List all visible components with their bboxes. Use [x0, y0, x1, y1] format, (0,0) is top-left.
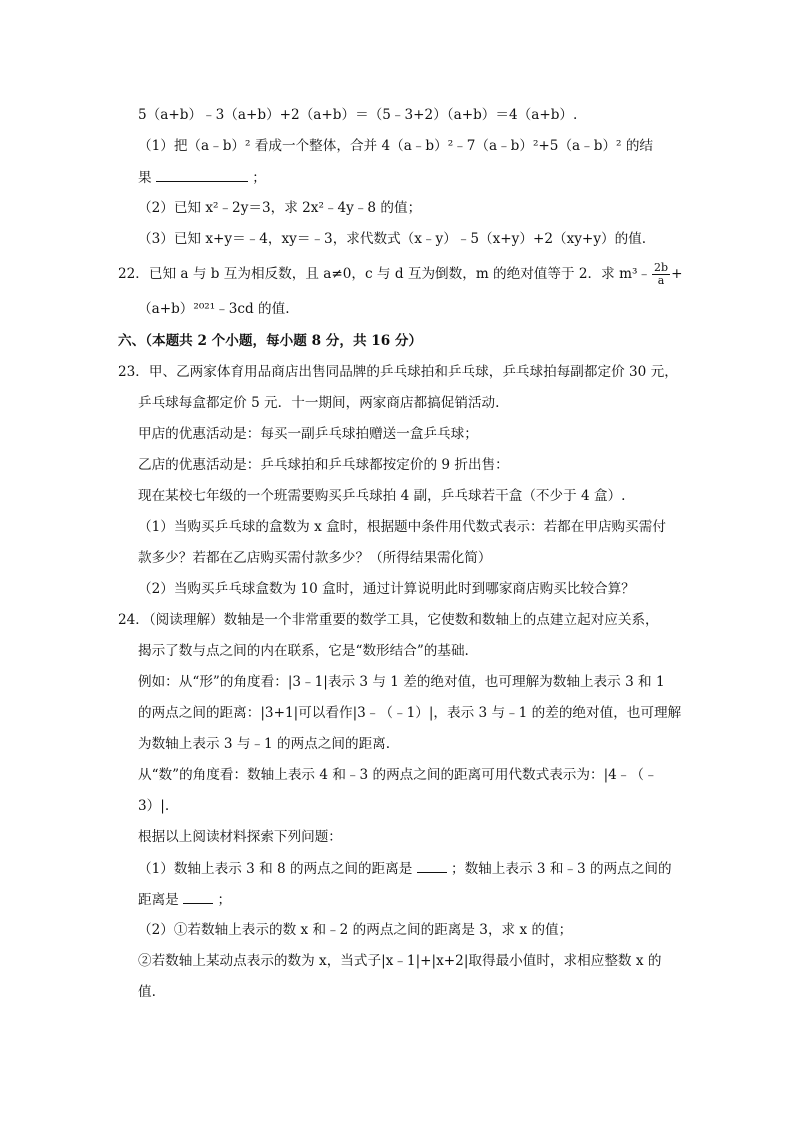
text-line: （1）数轴上表示 3 和 8 的两点之间的距离是 ；数轴上表示 3 和﹣3 的两点之间的: [138, 858, 698, 879]
text-line: 现在某校七年级的一个班需要购买乒乓球拍 4 副，乒乓球若干盒（不少于 4 盒）.: [138, 488, 626, 504]
text-line: 值.: [138, 984, 156, 1000]
text-line: 款多少？若都在乙店购买需付款多少？（所得结果需化简）: [138, 550, 492, 566]
text-line: 根据以上阅读材料探索下列问题：: [138, 829, 342, 845]
text-line: 例如：从“形”的角度看：|3﹣1|表示 3 与 1 差的绝对值，也可理解为数轴上表示 3 和 1: [138, 674, 665, 690]
text-line: ②若数轴上某动点表示的数为 x，当式子|x﹣1|+|x+2|取得最小值时，求相应整数 x 的: [138, 953, 662, 969]
question-24: 24．（阅读理解）数轴是一个非常重要的数学工具，它使数和数轴上的点建立起对应关系，: [118, 612, 659, 628]
text-line: （2）①若数轴上表示的数 x 和﹣2 的两点之间的距离是 3，求 x 的值；: [138, 922, 573, 938]
text-line: （3）已知 x+y＝﹣4，xy＝﹣3，求代数式（x﹣y）﹣5（x+y）+2（xy+y）的值.: [138, 231, 647, 247]
answer-blank: [183, 889, 213, 904]
question-23: 23．甲、乙两家体育用品商店出售同品牌的乒乓球拍和乒乓球，乒乓球拍每副都定价 30 元，: [118, 364, 678, 380]
text-line: 甲店的优惠活动是：每买一副乒乓球拍赠送一盒乒乓球；: [138, 426, 478, 442]
text-line: 的两点之间的距离：|3+1|可以看作|3﹣（﹣1）|，表示 3 与﹣1 的差的绝对值，也可理解: [138, 705, 682, 721]
text-line: 乒乓球每盒都定价 5 元．十一期间，两家商店都搞促销活动.: [138, 395, 500, 411]
text-line: （1）把（a﹣b）² 看成一个整体，合并 4（a﹣b）²﹣7（a﹣b）²+5（a﹣b）² 的结: [138, 138, 654, 154]
text-line: 距离是 ；: [138, 889, 698, 910]
text-line: 3）|.: [138, 798, 170, 814]
text-line: 5（a+b）﹣3（a+b）+2（a+b）＝（5﹣3+2）（a+b）＝4（a+b）.: [138, 107, 578, 123]
text-line: 果 ；: [138, 167, 698, 188]
fraction: $\frac{2b}{a}$: [654, 261, 669, 287]
answer-blank: [417, 858, 447, 873]
text-line: 从“数”的角度看：数轴上表示 4 和﹣3 的两点之间的距离可用代数式表示为：|4﹣（﹣: [138, 767, 658, 783]
text-line: 揭示了数与点之间的内在联系，它是“数形结合”的基础.: [138, 643, 469, 659]
text-line: 乙店的优惠活动是：乒乓球拍和乒乓球都按定价的 9 折出售：: [138, 457, 509, 473]
answer-blank: [156, 167, 248, 182]
text-line: （a+b）²⁰²¹﹣3cd 的值.: [138, 301, 290, 317]
text-line: 为数轴上表示 3 与﹣1 的两点之间的距离.: [138, 736, 391, 752]
text-line: （2）已知 x²﹣2y＝3，求 2x²﹣4y﹣8 的值；: [138, 200, 422, 216]
text-line: （2）当购买乒乓球盒数为 10 盒时，通过计算说明此时到哪家商店购买比较合算？: [138, 581, 635, 597]
text-line: （1）当购买乒乓球的盒数为 x 盒时，根据题中条件用代数式表示：若都在甲店购买需付: [138, 519, 666, 535]
section-heading: 六、（本题共 2 个小题，每小题 8 分，共 16 分）: [118, 333, 423, 349]
question-22: 22．已知 a 与 b 互为相反数，且 a≠0，c 与 d 互为倒数，m 的绝对值等于 2．求 m³﹣ $\frac{2b}{a}$ +: [118, 261, 683, 287]
